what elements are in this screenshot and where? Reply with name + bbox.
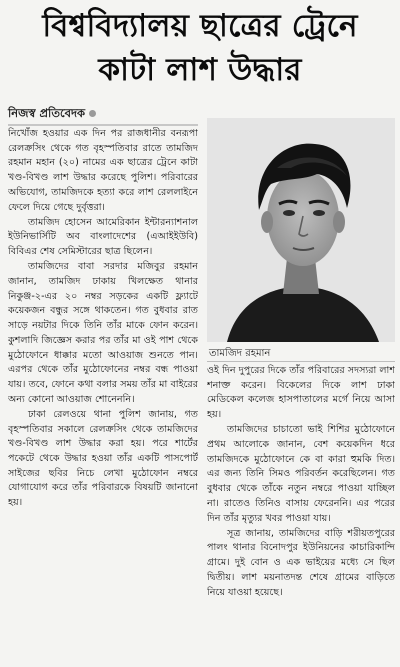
byline <box>8 105 96 125</box>
paragraph: তামজিদ হোসেন আমেরিকান ইন্টারন্যাশনাল ইউনিভার্সিটি অব বাংলাদেশের (এআইইউবি) বিবিএর শেষ সেমিস্টারের ছাত্র ছিলেন। <box>8 216 198 258</box>
paragraph: নিখোঁজ হওয়ার এক দিন পর রাজধানীর বনরূপা রেলক্রসিং থেকে গত বৃহস্পতিবার রাতে তামজিদ রহমান মহান (২০) নামের এক ছাত্রের ট্রেনে কাটা খণ্ড-বিখণ্ড লাশ উদ্ধার করেছে পুলিশ। পরিবারের অভিযোগ, তামজিদকে হত্যা করে লাশ রেললাইনে ফেলে দিয়ে গেছে দুর্বৃত্তরা। <box>8 128 198 213</box>
headline: বিশ্ববিদ্যালয় ছাত্রের ট্রেনে কাটা লাশ উদ্ধার <box>42 8 358 88</box>
paragraph: ঢাকা রেলওয়ে থানা পুলিশ জানায়, গত বৃহস্পতিবার সকালে রেলক্রসিং থেকে তামজিদের খণ্ড-বিখণ্ড লাশ উদ্ধার করা হয়। পরে শার্টের পকেটে থেকে উদ্ধার হওয়া তাঁর একটি পাসপোর্ট সাইজের ছবির নিচে লেখা মুঠোফোন নম্বরে যোগাযোগ করে তাঁর পরিবারকে বিষয়টি জানানো হয়। <box>8 408 198 509</box>
paragraph: তামজিদের বাবা সরদার মজিবুর রহমান জানান, তামজিদ ঢাকায় খিলক্ষেত থানার নিকুঞ্জ-২-এর ২০ নম্বর সড়কের একটি ফ্ল্যাটে কয়েকজন বন্ধুর সঙ্গে থাকতেন। গত বুধবার রাত সাড়ে নয়টার দিকে তিনি তাঁর মাকে ফোন করেন। কুশলাদি জিজ্ঞেস করার পর তাঁর মা ওই পাশ থেকে মুঠোফোনে ধাক্কার মতো আওয়াজ শুনতে পান। এরপর থেকে তাঁর মুঠোফোনের নম্বর বন্ধ পাওয়া যায়। তবে, ফোনে কথা বলার সময় তাঁর মা বাইরের অন্য কোনো আওয়াজ শোনেননি। <box>8 261 198 405</box>
article-column-left <box>8 127 198 663</box>
person-portrait-icon <box>207 118 395 342</box>
byline-rule <box>8 124 198 126</box>
photo-caption: তামজিদ রহমান <box>209 348 271 359</box>
portrait-photo <box>207 118 395 342</box>
paragraph: ওই দিন দুপুরের দিকে তাঁর পরিবারের সদস্যরা লাশ শনাক্ত করেন। বিকেলের দিকে লাশ ঢাকা মেডিকেল কলেজ হাসপাতালের মর্গে নিয়ে আসা হয়। <box>207 365 395 421</box>
byline-text: নিজস্ব প্রতিবেদক <box>8 106 86 120</box>
bullet-icon <box>89 110 96 117</box>
caption-rule <box>207 361 395 362</box>
article-column-right <box>207 364 395 662</box>
paragraph: সূত্র জানায়, তামজিদের বাড়ি শরীয়তপুরের পালং থানার বিনোদপুর ইউনিয়নের কাচারিকান্দি গ্রামে। দুই বোন ও এক ভাইয়ের মধ্যে সে ছিল দ্বিতীয়। লাশ ময়নাতদন্ত শেষে গ্রামের বাড়িতে নিয়ে যাওয়া হয়েছে। <box>207 527 395 598</box>
paragraph: তামজিদের চাচাতো ভাই শিশির মুঠোফোনে প্রথম আলোকে জানান, বেশ কয়েকদিন ধরে তামজিদকে মুঠোফোনে কে বা কারা হুমকি দিত। এর জন্য তিনি সিমও পরিবর্তন করেছিলেন। গত বুধবার থেকে তাঁকে নতুন নম্বরে পাওয়া যাচ্ছিল না। রাতেও তিনিও বাসায় ফেরেননি। এর পরের দিন তাঁর মৃত্যুর খবর পাওয়া যায়। <box>207 424 395 524</box>
